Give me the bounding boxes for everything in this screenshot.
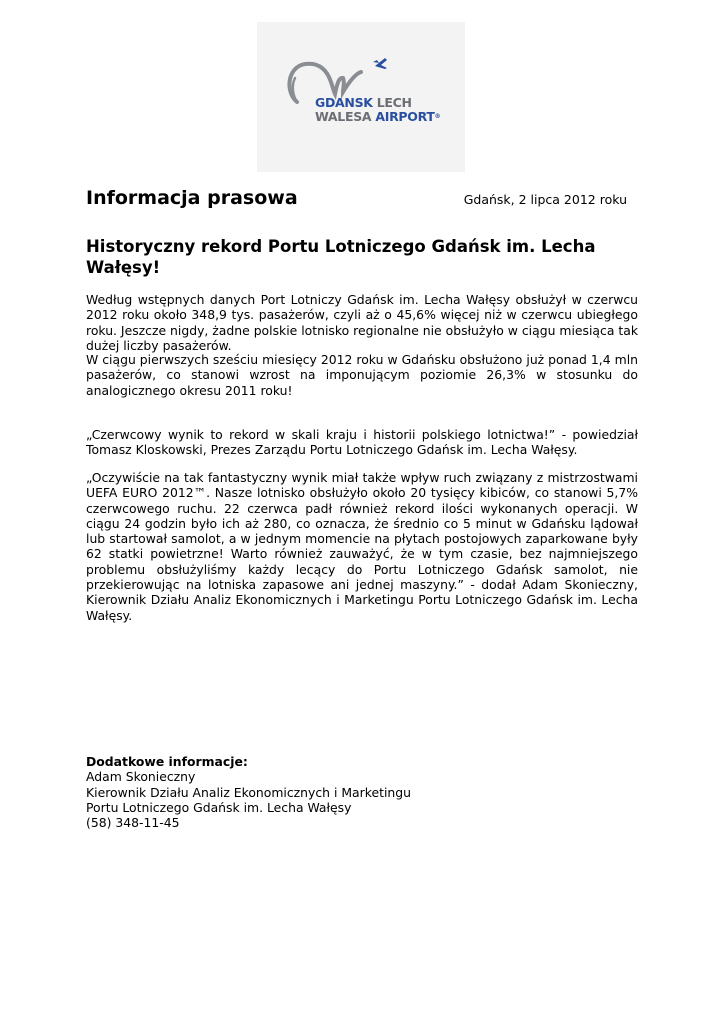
logo-text-line2 <box>315 110 440 124</box>
logo-text-line1 <box>315 96 412 110</box>
paragraph-june-results: Według wstępnych danych Port Lotniczy Gdańsk im. Lecha Wałęsy obsłużył w czerwcu 2012 roku około 348,9 tys. pasażerów, czyli aż o 45,6% więcej niż w czerwcu ubiegłego roku. Jeszcze nigdy, żadne polskie lotnisko regionalne nie obsłużyło w ciągu miesiąca tak dużej liczby pasażerów. <box>86 292 638 353</box>
paragraph-ceo-quote: „Czerwcowy wynik to rekord w skali kraju i historii polskiego lotnictwa!” - powiedział Tomasz Kloskowski, Prezes Zarządu Portu Lotniczego Gdańsk im. Lecha Wałęsy. <box>86 427 638 458</box>
headline: Historyczny rekord Portu Lotniczego Gdańsk im. Lecha Wałęsy! <box>86 237 596 277</box>
paragraph-euro-quote: „Oczywiście na tak fantastyczny wynik miał także wpływ ruch związany z mistrzostwami UEFA EURO 2012™. Nasze lotnisko obsłużyło około 20 tysięcy kibiców, co stanowi 5,7% czerwcowego ruchu. 22 czerwca padł również rekord ilości wykonanych operacji. W ciągu 24 godzin było ich aż 280, co oznacza, że średnio co 5 minut w Gdańsku lądował lub startował samolot, a w jednym momencie na płytach postojowych zaparkowane były 62 statki powietrzne! Warto również zauważyć, że w tym czasie, bez najmniejszego problemu obsłużyliśmy każdy lecący do Portu Lotniczego Gdańsk samolot, nie przekierowując na lotniska zapasowe ani jednej maszyny.” - dodał Adam Skonieczny, Kierownik Działu Analiz Ekonomicznych i Marketingu Portu Lotniczego Gdańsk im. Lecha Wałęsy. <box>86 470 638 623</box>
contact-info <box>86 754 638 830</box>
airport-logo <box>257 22 465 172</box>
logo-walesa: WALESA <box>315 109 372 124</box>
press-title: Informacja prasowa <box>86 187 298 209</box>
paragraph-half-year-results: W ciągu pierwszych sześciu miesięcy 2012 roku w Gdańsku obsłużono już ponad 1,4 mln pasażerów, co stanowi wzrost na imponującym poziomie 26,3% w stosunku do analogicznego okresu 2011 roku! <box>86 352 638 398</box>
logo-lech: LECH <box>376 95 412 110</box>
press-date: Gdańsk, 2 lipca 2012 roku <box>463 192 627 207</box>
contact-name: Adam Skonieczny <box>86 769 196 785</box>
logo-gdansk: GDANSK <box>315 95 373 110</box>
logo-airport: AIRPORT <box>375 109 435 124</box>
logo-registered-mark: ® <box>434 113 441 120</box>
press-header <box>86 186 627 214</box>
contact-heading: Dodatkowe informacje: <box>86 754 248 769</box>
contact-organization: Portu Lotniczego Gdańsk im. Lecha Wałęsy <box>86 799 352 815</box>
contact-phone: (58) 348-11-45 <box>86 815 180 831</box>
contact-position: Kierownik Działu Analiz Ekonomicznych i Marketingu <box>86 784 411 800</box>
